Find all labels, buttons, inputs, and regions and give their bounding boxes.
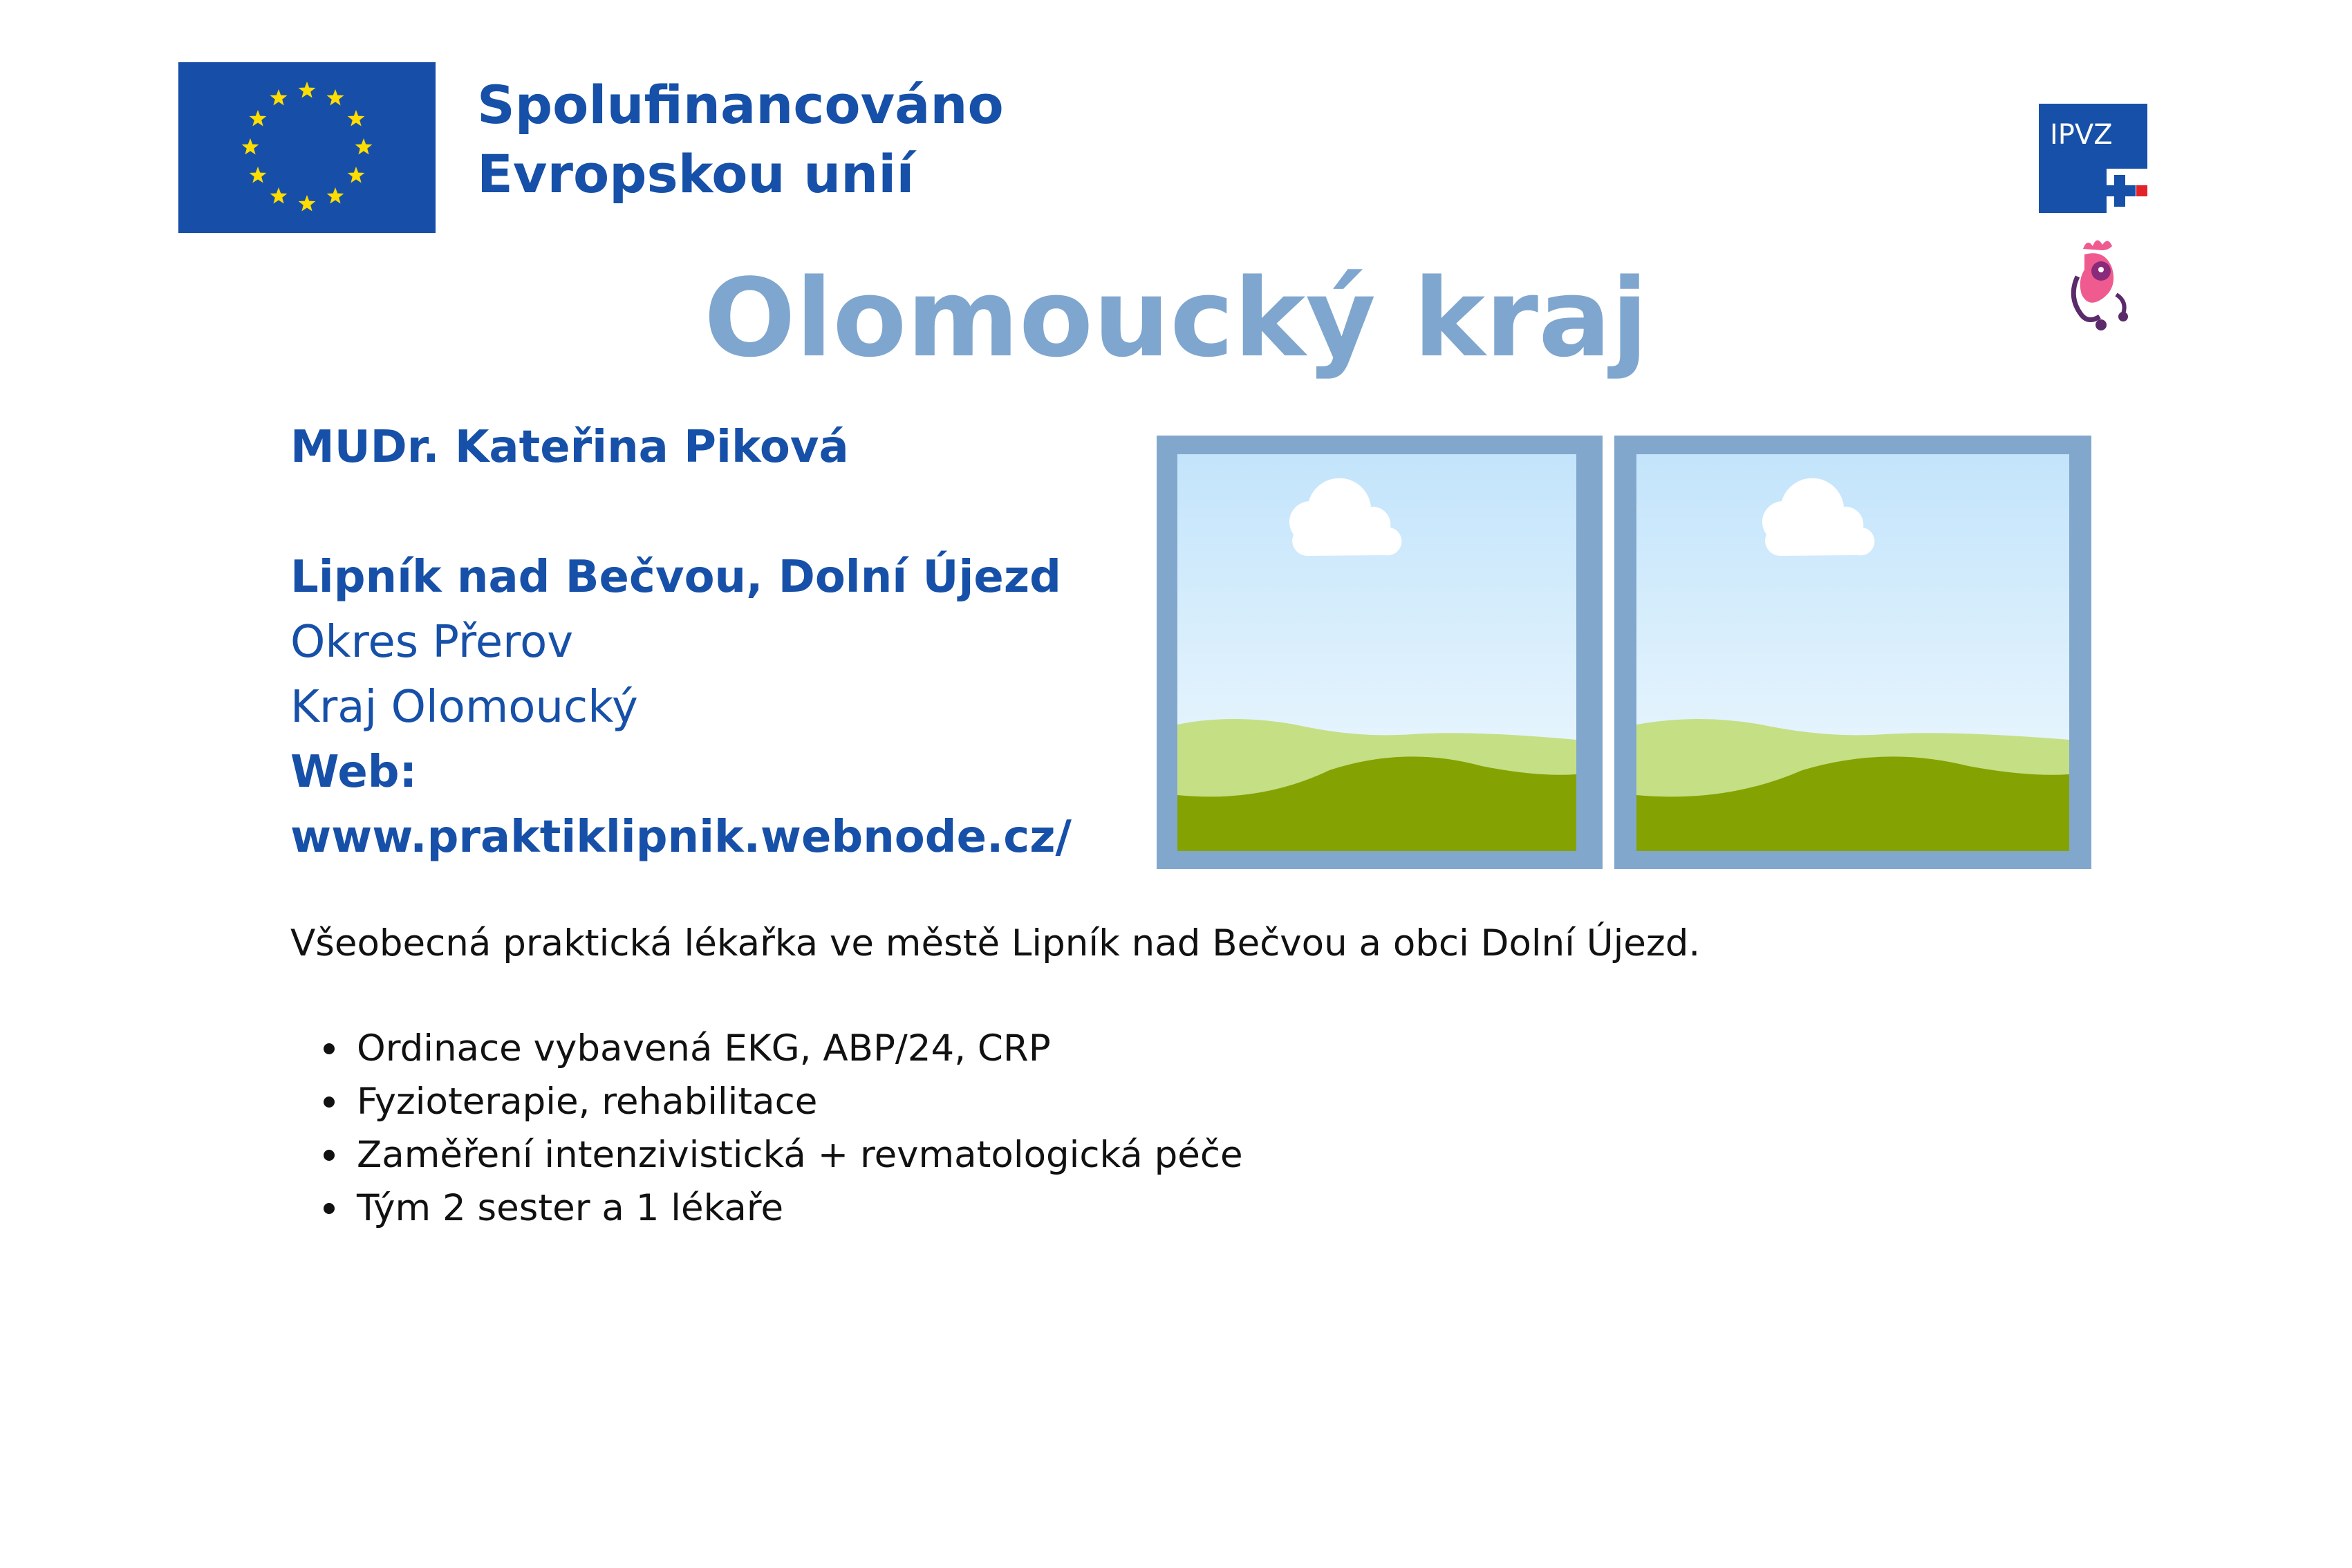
bullet-icon bbox=[324, 1150, 335, 1161]
list-item bbox=[318, 1128, 2116, 1182]
practice-location: Lipník nad Bečvou, Dolní Újezd bbox=[290, 552, 1061, 603]
page-title: Olomoucký kraj bbox=[704, 255, 1648, 381]
list-item bbox=[318, 1075, 2116, 1128]
bullet-icon bbox=[324, 1096, 335, 1108]
feature-text: Fyzioterapie, rehabilitace bbox=[357, 1081, 818, 1123]
feature-text: Ordinace vybavená EKG, ABP/24, CRP bbox=[357, 1027, 1051, 1070]
contact-info bbox=[290, 415, 1120, 870]
web-label: Web: bbox=[290, 747, 418, 798]
landscape-placeholder-icon bbox=[1614, 436, 2091, 869]
region: Kraj Olomoucký bbox=[290, 682, 638, 733]
eu-text-line1: Spolufinancováno bbox=[477, 74, 1004, 136]
web-link[interactable]: www.praktiklipnik.webnode.cz/ bbox=[290, 812, 1072, 863]
feature-list bbox=[318, 1022, 2116, 1235]
ipvz-logo-icon bbox=[2039, 104, 2147, 213]
list-item bbox=[318, 1182, 2116, 1235]
bullet-icon bbox=[324, 1043, 335, 1054]
district: Okres Přerov bbox=[290, 617, 574, 668]
doctor-name: MUDr. Kateřina Piková bbox=[290, 422, 849, 473]
landscape-placeholder-icon bbox=[1157, 436, 1603, 869]
feature-text: Tým 2 sester a 1 lékaře bbox=[357, 1187, 784, 1229]
eu-flag-icon bbox=[178, 62, 436, 233]
eu-text-line2: Evropskou unií bbox=[477, 143, 915, 205]
eu-cofinancing-text bbox=[477, 71, 1004, 209]
feature-text: Zaměření intenzivistická + revmatologická péče bbox=[357, 1134, 1243, 1176]
practice-description: Všeobecná praktická lékařka ve městě Lipník nad Bečvou a obci Dolní Újezd. bbox=[290, 922, 1701, 964]
spacer bbox=[290, 480, 1120, 545]
bullet-icon bbox=[324, 1203, 335, 1214]
list-item bbox=[318, 1022, 2116, 1075]
ipvz-logo-text: IPVZ bbox=[2050, 119, 2113, 151]
